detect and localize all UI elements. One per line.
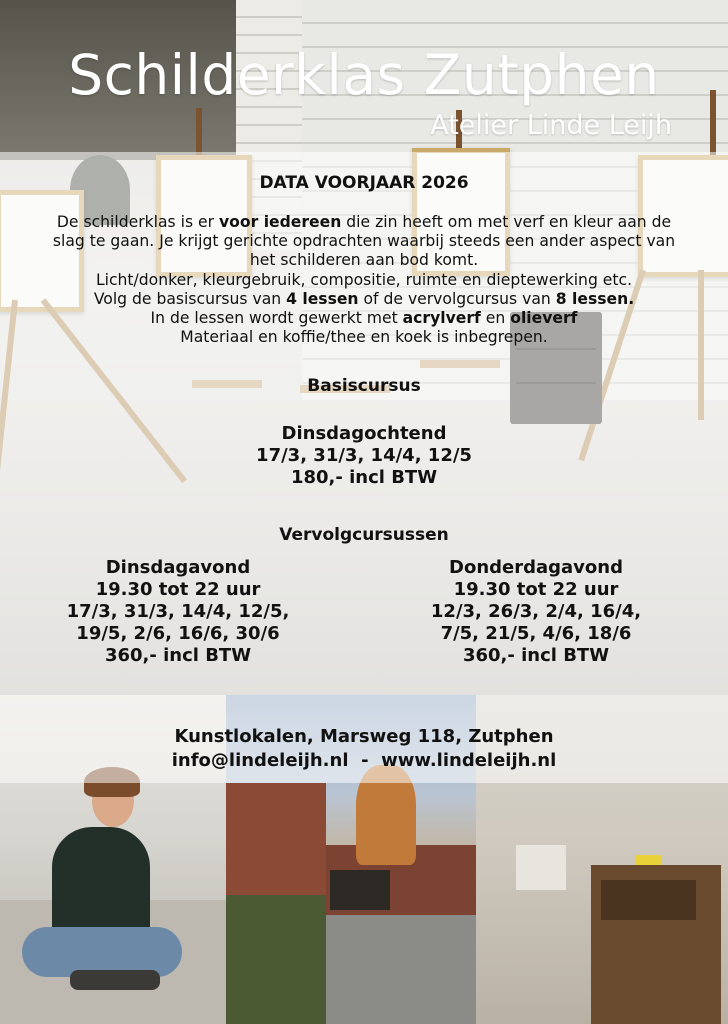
vervolg-right-price: 360,- incl BTW: [462, 645, 610, 666]
intro-line: De schilderklas is er voor iedereen die zin heeft om met verf en kleur aan de: [56, 213, 672, 231]
intro-text: [0, 213, 728, 347]
contact-links: [0, 750, 728, 771]
contact-separator: -: [361, 750, 369, 771]
intro-line: het schilderen aan bod komt.: [249, 251, 479, 270]
vervolg-left-dates1: 17/3, 31/3, 14/4, 12/5,: [66, 601, 290, 622]
vervolg-right-day: Donderdagavond: [449, 557, 623, 578]
page-subtitle: Atelier Linde Leijh: [430, 110, 672, 141]
intro-line: Volg de basiscursus van 4 lessen of de vervolgcursus van 8 lessen.: [93, 289, 635, 308]
photo-band: [0, 695, 728, 1024]
vervolg-right-time: 19.30 tot 22 uur: [453, 579, 619, 600]
vervolg-left-day: Dinsdagavond: [105, 557, 251, 578]
basis-day: Dinsdagochtend: [281, 423, 447, 444]
contact-address: Kunstlokalen, Marsweg 118, Zutphen: [174, 726, 554, 747]
vervolg-left-dates2: 19/5, 2/6, 16/6, 30/6: [76, 623, 280, 644]
website-link[interactable]: www.lindeleijh.nl: [381, 750, 557, 771]
vervolg-right-dates2: 7/5, 21/5, 4/6, 18/6: [440, 623, 632, 644]
basis-price: 180,- incl BTW: [290, 467, 438, 488]
intro-heading: DATA VOORJAAR 2026: [259, 173, 469, 193]
intro-line: slag te gaan. Je krijgt gerichte opdrachten waarbij steeds een ander aspect van: [52, 232, 676, 251]
vervolg-left-price: 360,- incl BTW: [104, 645, 252, 666]
basis-course: [0, 423, 728, 489]
email-link[interactable]: info@lindeleijh.nl: [171, 750, 349, 771]
vervolg-heading: Vervolgcursussen: [279, 525, 449, 545]
intro-line: In de lessen wordt gewerkt met acrylverf en olieverf: [150, 309, 578, 328]
intro-line: Materiaal en koffie/thee en koek is inbegrepen.: [180, 328, 548, 347]
vervolg-left-course: [28, 557, 328, 667]
intro-line: Licht/donker, kleurgebruik, compositie, ruimte en dieptewerking etc.: [95, 270, 633, 289]
basis-dates: 17/3, 31/3, 14/4, 12/5: [256, 445, 472, 466]
vervolg-left-time: 19.30 tot 22 uur: [95, 579, 261, 600]
vervolg-right-dates1: 12/3, 26/3, 2/4, 16/4,: [430, 601, 642, 622]
vervolg-right-course: [386, 557, 686, 667]
basis-heading: Basiscursus: [307, 376, 421, 396]
page-title: Schilderklas Zutphen: [68, 43, 660, 107]
